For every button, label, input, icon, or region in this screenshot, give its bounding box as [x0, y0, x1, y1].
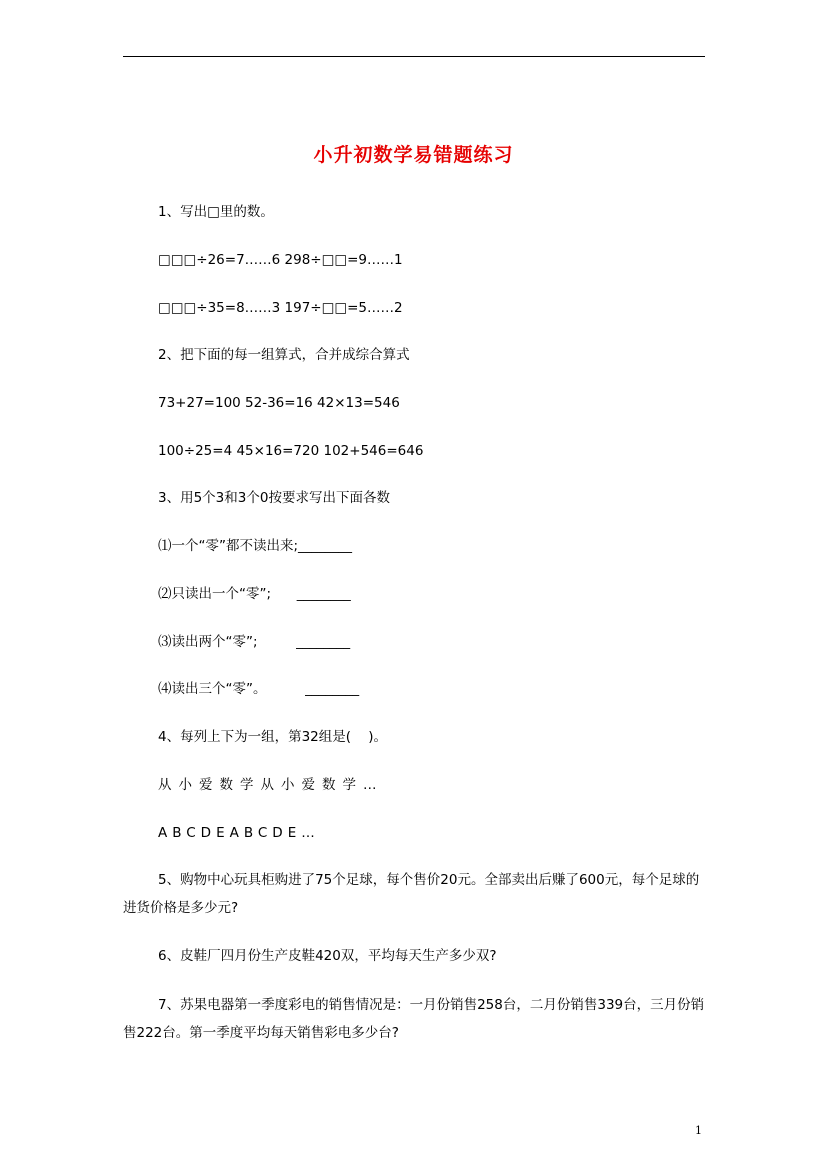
question-4-line-a: 从小爱数学从小爱数学…: [158, 777, 384, 793]
question-1-line-a: □□□÷26=7……6 298÷□□=9……1: [158, 252, 403, 268]
header-rule: [123, 56, 705, 57]
question-5: 5、购物中心玩具柜购进了75个足球，每个售价20元。全部卖出后赚了600元，每个足球的进货价格是多少元?: [123, 872, 700, 916]
question-4-line-b: ABCDEABCDE…: [158, 825, 320, 841]
question-3: 3、用5个3和3个0按要求写出下面各数: [158, 490, 390, 506]
question-3-part-2: ⑵只读出一个“零”; ________: [158, 586, 351, 602]
question-1-line-b: □□□÷35=8……3 197÷□□=5……2: [158, 300, 403, 316]
question-6: 6、皮鞋厂四月份生产皮鞋420双，平均每天生产多少双?: [158, 948, 497, 964]
question-3-part-4: ⑷读出三个“零”。 ________: [158, 681, 360, 697]
question-2: 2、把下面的每一组算式，合并成综合算式: [158, 347, 410, 363]
question-3-part-1: ⑴一个“零”都不读出来;________: [158, 538, 353, 554]
question-7: 7、苏果电器第一季度彩电的销售情况是：一月份销售258台，二月份销售339台，三月份销售222台。第一季度平均每天销售彩电多少台?: [123, 997, 705, 1041]
question-3-part-3: ⑶读出两个“零”; ________: [158, 634, 351, 650]
question-4: 4、每列上下为一组，第32组是( )。: [158, 729, 387, 745]
page-number: 1: [695, 1124, 702, 1137]
document-title: 小升初数学易错题练习: [313, 144, 514, 166]
question-2-line-a: 73+27=100 52-36=16 42×13=546: [158, 395, 400, 411]
question-1: 1、写出□里的数。: [158, 204, 274, 220]
question-2-line-b: 100÷25=4 45×16=720 102+546=646: [158, 443, 424, 459]
